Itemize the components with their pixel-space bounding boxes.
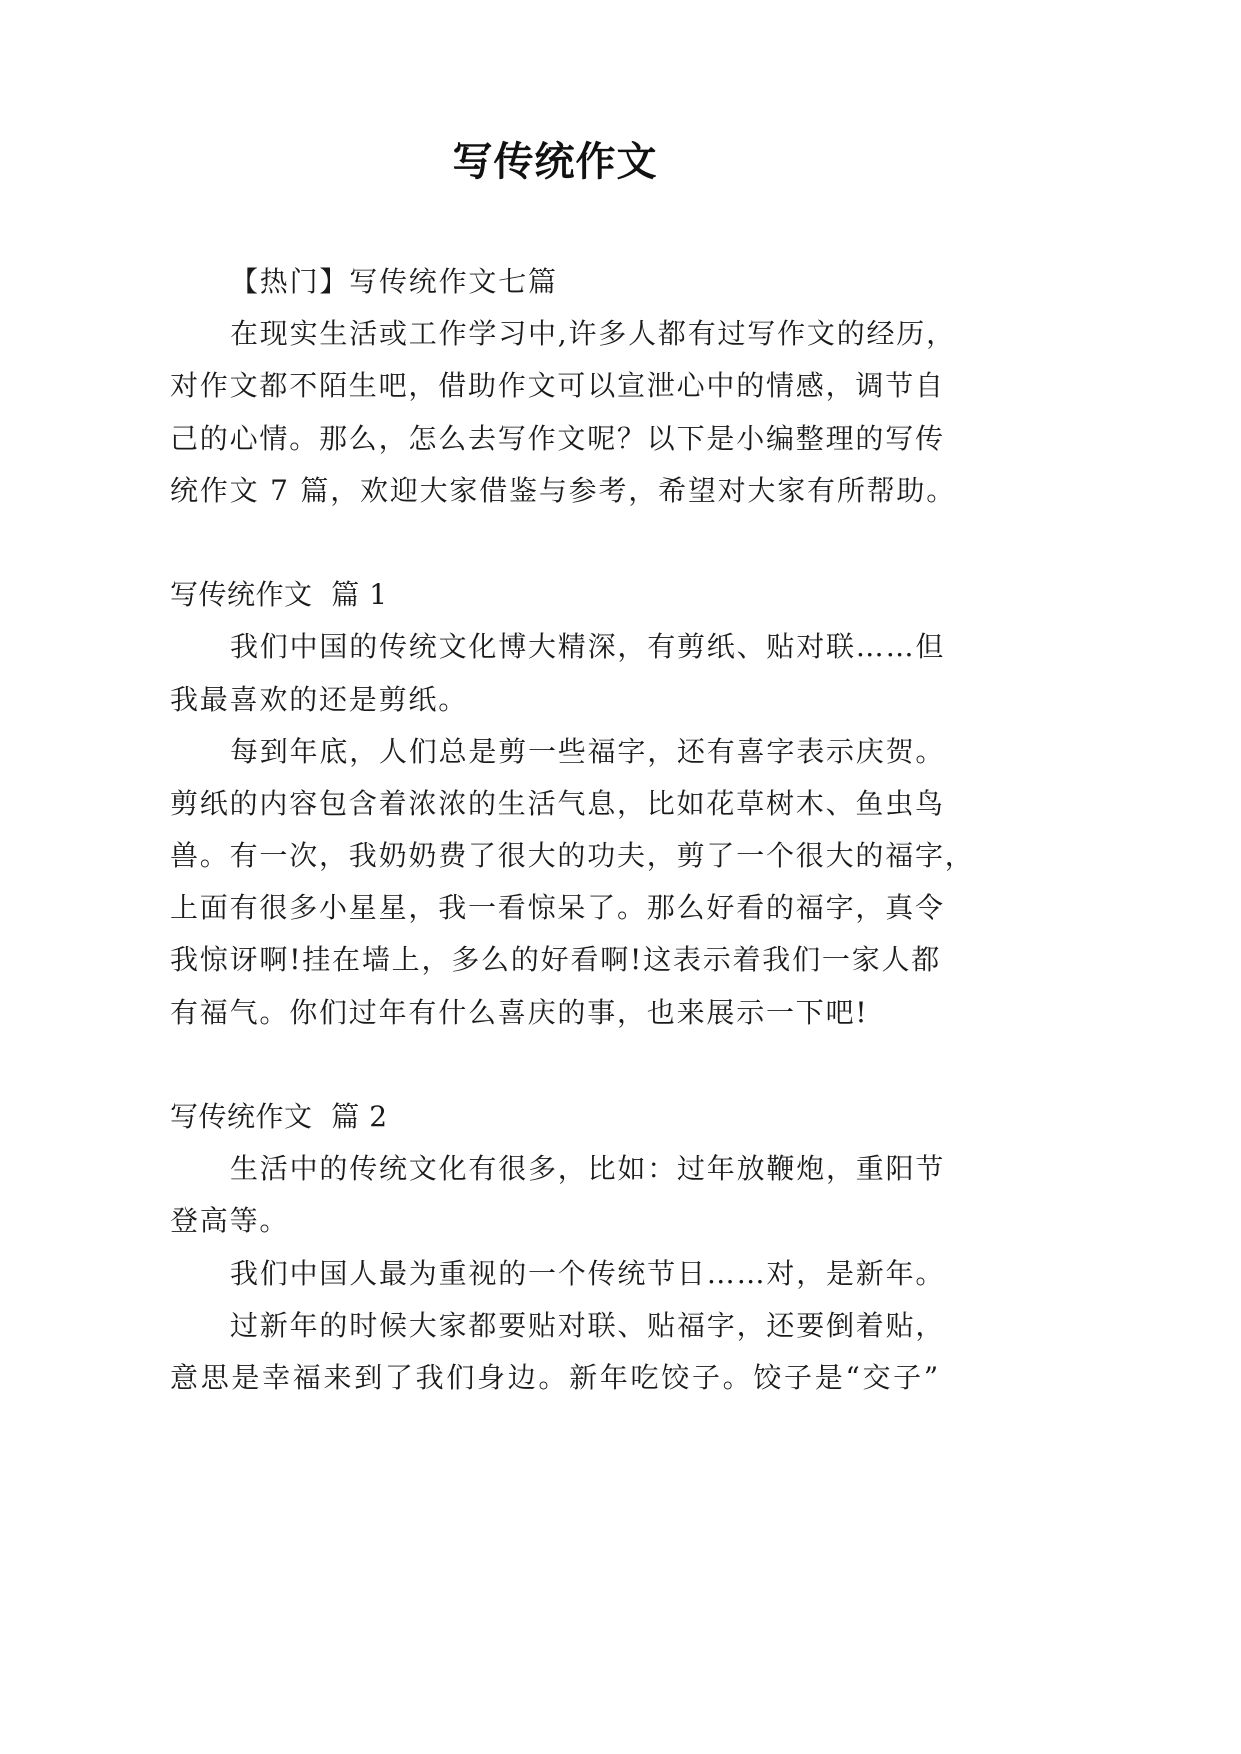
paragraph-line: 在现实生活或工作学习中,许多人都有过写作文的经历，	[230, 317, 956, 351]
intro-paragraph	[170, 308, 957, 517]
paragraph-line: 己的心情。那么，怎么去写作文呢？以下是小编整理的写传	[170, 421, 945, 455]
document-subtitle: 【热门】写传统作文七篇	[230, 265, 558, 298]
paragraph-line: 意思是幸福来到了我们身边。新年吃饺子。饺子是“交子”	[170, 1360, 940, 1394]
paragraph	[170, 726, 975, 1039]
paragraph-line: 过新年的时候大家都要贴对联、贴福字，还要倒着贴，	[230, 1308, 946, 1342]
paragraph-line: 登高等。	[170, 1204, 290, 1238]
essay-section-1	[170, 569, 975, 1039]
section-heading: 写传统作文 篇 2	[170, 1100, 388, 1133]
paragraph-line: 有福气。你们过年有什么喜庆的事，也来展示一下吧!	[170, 995, 869, 1029]
paragraph	[170, 621, 946, 725]
document-title: 写传统作文	[452, 138, 658, 185]
section-heading: 写传统作文 篇 1	[170, 578, 388, 612]
paragraph-line: 每到年底，人们总是剪一些福字，还有喜字表示庆贺。	[230, 734, 946, 768]
paragraph-line: 生活中的传统文化有很多，比如：过年放鞭炮，重阳节	[230, 1152, 946, 1186]
paragraph-line: 我们中国人最为重视的一个传统节日……对，是新年。	[230, 1256, 946, 1290]
paragraph-line: 剪纸的内容包含着浓浓的生活气息，比如花草树木、鱼虫鸟	[170, 786, 945, 820]
paragraph-line: 我们中国的传统文化博大精深，有剪纸、贴对联……但	[230, 630, 946, 664]
paragraph-line: 我惊讶啊!挂在墙上，多么的好看啊!这表示着我们一家人都	[170, 943, 942, 977]
paragraph	[170, 1248, 946, 1300]
paragraph-line: 统作文 7 篇，欢迎大家借鉴与参考，希望对大家有所帮助。	[170, 473, 957, 507]
paragraph-line: 兽。有一次，我奶奶费了很大的功夫，剪了一个很大的福字，	[170, 839, 975, 873]
paragraph	[170, 1143, 946, 1247]
paragraph-line: 上面有很多小星星，我一看惊呆了。那么好看的福字，真令	[170, 891, 945, 925]
document-body	[170, 256, 975, 1404]
paragraph	[170, 1300, 946, 1404]
paragraph-line: 我最喜欢的还是剪纸。	[170, 682, 469, 716]
paragraph-line: 对作文都不陌生吧，借助作文可以宣泄心中的情感，调节自	[170, 369, 945, 403]
essay-section-2	[170, 1091, 946, 1404]
